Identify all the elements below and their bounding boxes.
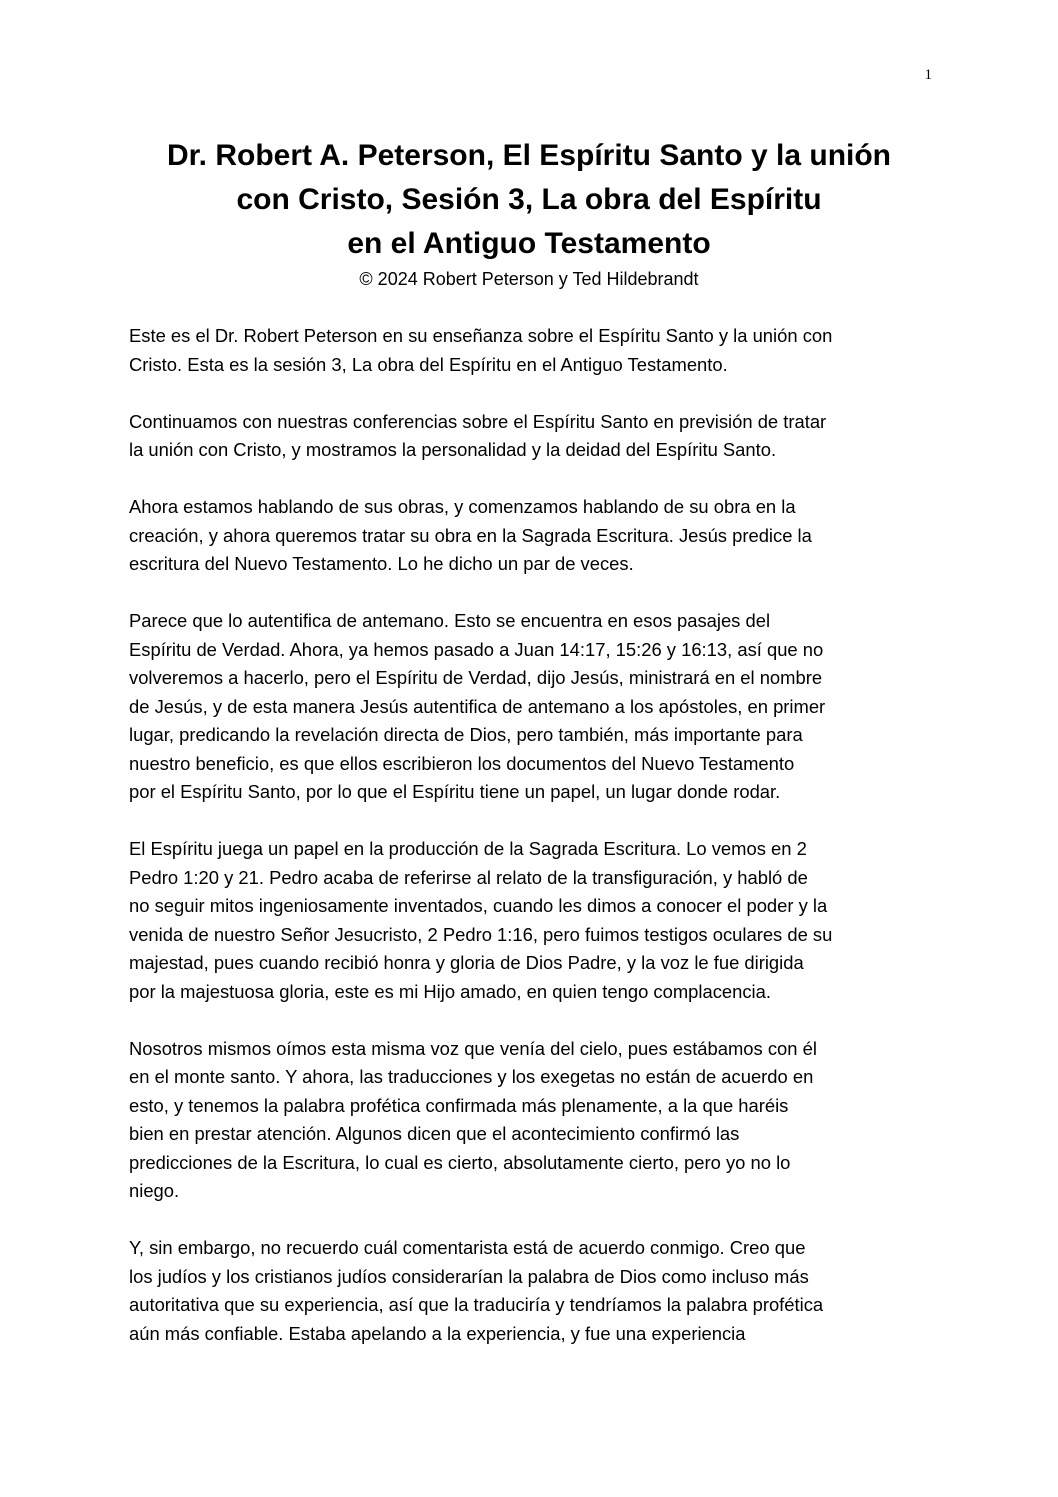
text-line: Ahora estamos hablando de sus obras, y comenzamos hablando de su obra en la — [129, 496, 796, 517]
text-line: Este es el Dr. Robert Peterson en su enseñanza sobre el Espíritu Santo y la unión con — [129, 325, 833, 346]
text-line: en el monte santo. Y ahora, las traducciones y los exegetas no están de acuerdo en — [129, 1066, 814, 1087]
paragraph — [129, 408, 944, 465]
copyright-notice: © 2024 Robert Peterson y Ted Hildebrandt — [359, 269, 699, 289]
text-line: lugar, predicando la revelación directa de Dios, pero también, más importante para — [129, 724, 803, 745]
text-line: por la majestuosa gloria, este es mi Hijo amado, en quien tengo complacencia. — [129, 980, 771, 1002]
text-line: esto, y tenemos la palabra profética confirmada más plenamente, a la que haréis — [129, 1094, 789, 1116]
text-line: bien en prestar atención. Algunos dicen que el acontecimiento confirmó las — [129, 1123, 740, 1144]
text-line: escritura del Nuevo Testamento. Lo he dicho un par de veces. — [129, 553, 634, 574]
text-line: nuestro beneficio, es que ellos escribieron los documentos del Nuevo Testamento — [129, 752, 795, 774]
text-line: Parece que lo autentifica de antemano. Esto se encuentra en esos pasajes del — [129, 610, 771, 631]
title-line: en el Antiguo Testamento — [347, 227, 711, 260]
text-line: Pedro 1:20 y 21. Pedro acaba de referirse al relato de la transfiguración, y habló de — [129, 866, 808, 888]
text-line: Cristo. Esta es la sesión 3, La obra del Espíritu en el Antiguo Testamento. — [129, 353, 728, 375]
text-line: la unión con Cristo, y mostramos la personalidad y la deidad del Espíritu Santo. — [129, 439, 777, 460]
text-line: de Jesús, y de esta manera Jesús autentifica de antemano a los apóstoles, en primer — [129, 695, 826, 717]
paragraph — [129, 493, 944, 579]
paragraph — [129, 835, 944, 1006]
text-line: volveremos a hacerlo, pero el Espíritu de Verdad, dijo Jesús, ministrará en el nombre — [129, 667, 823, 688]
text-line: no seguir mitos ingeniosamente inventados, cuando les dimos a conocer el poder y la — [129, 895, 828, 916]
text-line: majestad, pues cuando recibió honra y gloria de Dios Padre, y la voz le fue dirigida — [129, 952, 804, 973]
text-line: creación, y ahora queremos tratar su obra en la Sagrada Escritura. Jesús predice la — [129, 524, 812, 546]
text-line: El Espíritu juega un papel en la producción de la Sagrada Escritura. Lo vemos en 2 — [129, 838, 807, 859]
title-line: Dr. Robert A. Peterson, El Espíritu Santo y la unión — [167, 139, 891, 172]
text-line: aún más confiable. Estaba apelando a la experiencia, y fue una experiencia — [129, 1322, 746, 1344]
text-line: predicciones de la Escritura, lo cual es cierto, absolutamente cierto, pero yo no lo — [129, 1151, 791, 1173]
text-line: por el Espíritu Santo, por lo que el Espíritu tiene un papel, un lugar donde rodar. — [129, 781, 781, 802]
text-line: Y, sin embargo, no recuerdo cuál comentarista está de acuerdo conmigo. Creo que — [129, 1237, 806, 1258]
title-line: con Cristo, Sesión 3, La obra del Espíritu — [236, 183, 822, 216]
title-block — [100, 134, 958, 290]
page-number: 1 — [924, 67, 932, 83]
text-line: venida de nuestro Señor Jesucristo, 2 Pedro 1:16, pero fuimos testigos oculares de su — [129, 923, 833, 945]
paragraph — [129, 322, 944, 379]
text-line: niego. — [129, 1180, 180, 1201]
text-line: Nosotros mismos oímos esta misma voz que venía del cielo, pues estábamos con él — [129, 1037, 817, 1059]
text-line: los judíos y los cristianos judíos considerarían la palabra de Dios como incluso más — [129, 1265, 809, 1287]
paragraph — [129, 1234, 944, 1348]
text-line: autoritativa que su experiencia, así que la traduciría y tendríamos la palabra profética — [129, 1294, 824, 1315]
paragraph — [129, 1035, 944, 1206]
transcript-body — [129, 322, 944, 1377]
text-line: Continuamos con nuestras conferencias sobre el Espíritu Santo en previsión de tratar — [129, 410, 827, 432]
paragraph — [129, 607, 944, 807]
text-line: Espíritu de Verdad. Ahora, ya hemos pasado a Juan 14:17, 15:26 y 16:13, así que no — [129, 638, 824, 660]
